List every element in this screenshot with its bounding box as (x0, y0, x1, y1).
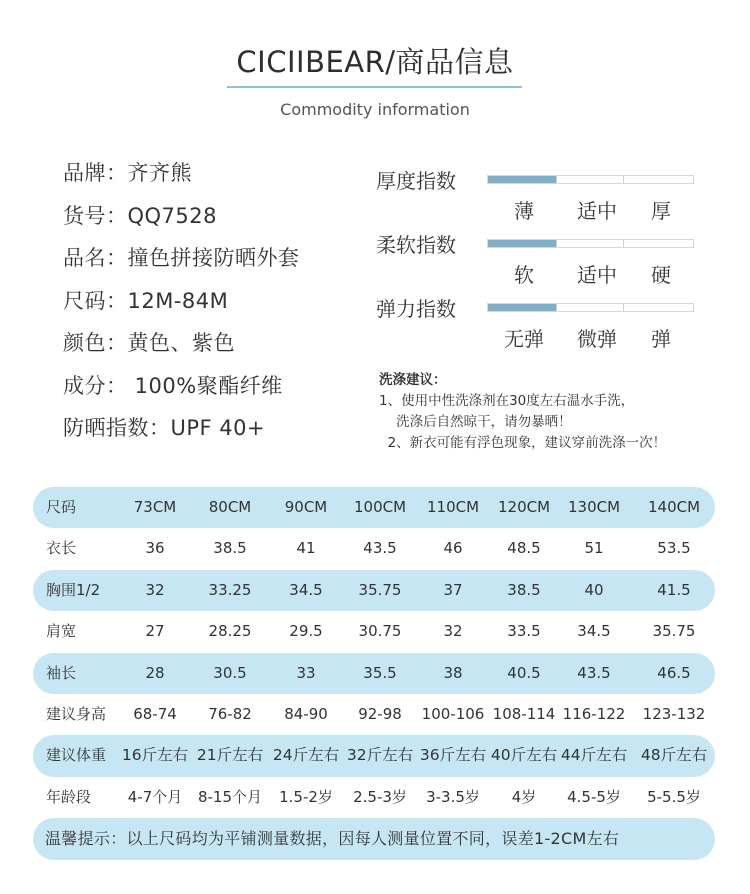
table-cell: 110CM (426, 498, 480, 516)
table-row (33, 487, 715, 528)
table-cell: 38.5 (507, 580, 541, 599)
table-cell: 33.5 (507, 622, 541, 641)
index-meter-divider (556, 176, 557, 183)
info-label: 尺码： (63, 288, 128, 313)
table-cell: 92-98 (358, 704, 402, 723)
table-cell: 41 (296, 539, 316, 558)
table-row (33, 653, 715, 694)
index-meter-divider (556, 304, 557, 311)
table-cell: 33.25 (208, 580, 252, 599)
table-cell: 37 (443, 580, 463, 599)
table-cell: 4岁 (511, 787, 537, 806)
table-row (33, 611, 715, 652)
washing-line: 洗涤后自然晾干，请勿暴晒！ (379, 414, 572, 430)
table-cell: 34.5 (577, 622, 611, 641)
table-cell: 100-106 (421, 704, 485, 723)
table-cell: 38 (443, 663, 463, 682)
table-cell: 90CM (284, 498, 328, 516)
table-cell: 35.5 (363, 663, 397, 682)
table-cell: 27 (145, 622, 165, 641)
info-row (63, 242, 300, 285)
table-cell: 46 (443, 539, 463, 558)
index-scale-label: 软 (514, 263, 534, 287)
info-value: 12M-84M (127, 288, 229, 313)
row-label: 衣长 (46, 539, 77, 558)
table-cell: 30.5 (213, 663, 247, 682)
table-cell: 35.75 (652, 622, 696, 641)
table-cell: 73CM (133, 498, 177, 516)
info-value: QQ7528 (127, 203, 218, 228)
table-cell: 53.5 (657, 539, 691, 558)
table-cell: 100CM (353, 498, 407, 516)
index-title: 厚度指数 (376, 169, 456, 193)
row-label: 尺码 (46, 498, 77, 516)
table-row (33, 777, 715, 818)
table-cell: 36 (145, 539, 165, 558)
index-scale-label: 弹 (651, 327, 671, 351)
table-cell: 51 (584, 539, 604, 558)
index-meter (487, 303, 694, 312)
index-meter (487, 175, 694, 184)
table-cell: 120CM (497, 498, 551, 516)
info-value: 100%聚酯纤维 (127, 373, 283, 398)
table-cell: 84-90 (284, 704, 328, 723)
table-cell: 4-7个月 (127, 787, 183, 806)
index-meter-divider (623, 240, 624, 247)
index-meter-divider (556, 240, 557, 247)
table-cell: 140CM (647, 498, 701, 516)
washing-heading: 洗涤建议： (379, 372, 447, 388)
table-cell: 44斤左右 (560, 746, 628, 765)
table-row (33, 735, 715, 776)
table-cell: 38.5 (213, 539, 247, 558)
info-row (63, 157, 300, 200)
table-cell: 48.5 (507, 539, 541, 558)
row-label: 建议体重 (46, 746, 107, 765)
table-cell: 16斤左右 (121, 746, 189, 765)
page-subtitle: Commodity information (280, 100, 470, 119)
index-meter-fill (488, 304, 556, 311)
table-cell: 68-74 (133, 704, 177, 723)
table-cell: 34.5 (289, 580, 323, 599)
page-title: CICIIBEAR/商品信息 (236, 45, 514, 79)
info-label: 防晒指数： (63, 416, 171, 440)
table-cell: 33 (296, 663, 316, 682)
size-tip: 温馨提示：以上尺码均为平铺测量数据，因每人测量位置不同，误差1-2CM左右 (45, 829, 620, 849)
table-cell: 24斤左右 (272, 746, 340, 765)
table-cell: 43.5 (363, 539, 397, 558)
info-value: 撞色拼接防晒外套 (127, 246, 300, 270)
table-row (33, 528, 715, 569)
tip-bar (33, 818, 715, 859)
index-meter-fill (488, 240, 556, 247)
washing-line: 1、使用中性洗涤剂在30度左右温水手洗， (379, 393, 635, 409)
index-scale-label: 适中 (577, 263, 617, 287)
table-cell: 80CM (208, 498, 252, 516)
info-label: 颜色： (63, 331, 128, 355)
index-meter-divider (623, 304, 624, 311)
index-scale-label: 无弹 (504, 327, 544, 351)
table-cell: 4.5-5岁 (567, 787, 621, 806)
table-cell: 28 (145, 663, 165, 682)
table-cell: 116-122 (562, 704, 626, 723)
info-label: 货号： (63, 203, 128, 228)
index-scale-label: 微弹 (577, 327, 617, 351)
product-info (63, 157, 300, 455)
row-label: 年龄段 (46, 787, 92, 806)
index-scale-label: 厚 (651, 199, 671, 223)
info-value: 齐齐熊 (127, 161, 192, 185)
table-row (33, 570, 715, 611)
info-row (63, 412, 300, 455)
table-cell: 1.5-2岁 (279, 787, 333, 806)
row-label: 胸围1/2 (46, 580, 101, 599)
info-label: 成分： (63, 373, 128, 398)
table-cell: 21斤左右 (196, 746, 264, 765)
table-cell: 123-132 (642, 704, 706, 723)
title-divider (227, 86, 522, 88)
table-cell: 29.5 (289, 622, 323, 641)
info-value: 黄色、紫色 (127, 331, 235, 355)
info-label: 品名： (63, 246, 128, 270)
table-row (33, 694, 715, 735)
table-cell: 36斤左右 (419, 746, 487, 765)
table-cell: 40斤左右 (490, 746, 558, 765)
table-cell: 8-15个月 (197, 787, 263, 806)
index-scale-label: 薄 (514, 199, 534, 223)
table-cell: 30.75 (358, 622, 402, 641)
table-cell: 3-3.5岁 (426, 787, 480, 806)
row-label: 袖长 (46, 663, 77, 682)
info-row (63, 200, 300, 243)
info-row (63, 370, 300, 413)
table-cell: 41.5 (657, 580, 691, 599)
row-label: 肩宽 (46, 622, 77, 641)
index-title: 柔软指数 (376, 233, 456, 257)
row-label: 建议身高 (46, 704, 107, 723)
index-meter-fill (488, 176, 556, 183)
table-cell: 35.75 (358, 580, 402, 599)
table-cell: 46.5 (657, 663, 691, 682)
table-cell: 76-82 (208, 704, 252, 723)
washing-line: 2、新衣可能有浮色现象，建议穿前洗涤一次！ (379, 435, 667, 451)
table-cell: 130CM (567, 498, 621, 516)
table-cell: 2.5-3岁 (353, 787, 407, 806)
index-meter (487, 239, 694, 248)
info-value: UPF 40+ (170, 416, 266, 440)
index-scale-label: 适中 (577, 199, 617, 223)
table-cell: 40.5 (507, 663, 541, 682)
table-cell: 5-5.5岁 (647, 787, 701, 806)
table-cell: 40 (584, 580, 604, 599)
info-row (63, 327, 300, 370)
index-meter-divider (623, 176, 624, 183)
table-cell: 32 (443, 622, 463, 641)
info-label: 品牌： (63, 161, 128, 185)
table-cell: 43.5 (577, 663, 611, 682)
table-cell: 32 (145, 580, 165, 599)
size-table (33, 487, 715, 860)
table-cell: 108-114 (492, 704, 556, 723)
table-cell: 28.25 (208, 622, 252, 641)
info-row (63, 285, 300, 328)
table-cell: 32斤左右 (346, 746, 414, 765)
index-scale-label: 硬 (651, 263, 671, 287)
washing-advice (379, 370, 666, 454)
index-title: 弹力指数 (376, 297, 456, 321)
table-cell: 48斤左右 (640, 746, 708, 765)
